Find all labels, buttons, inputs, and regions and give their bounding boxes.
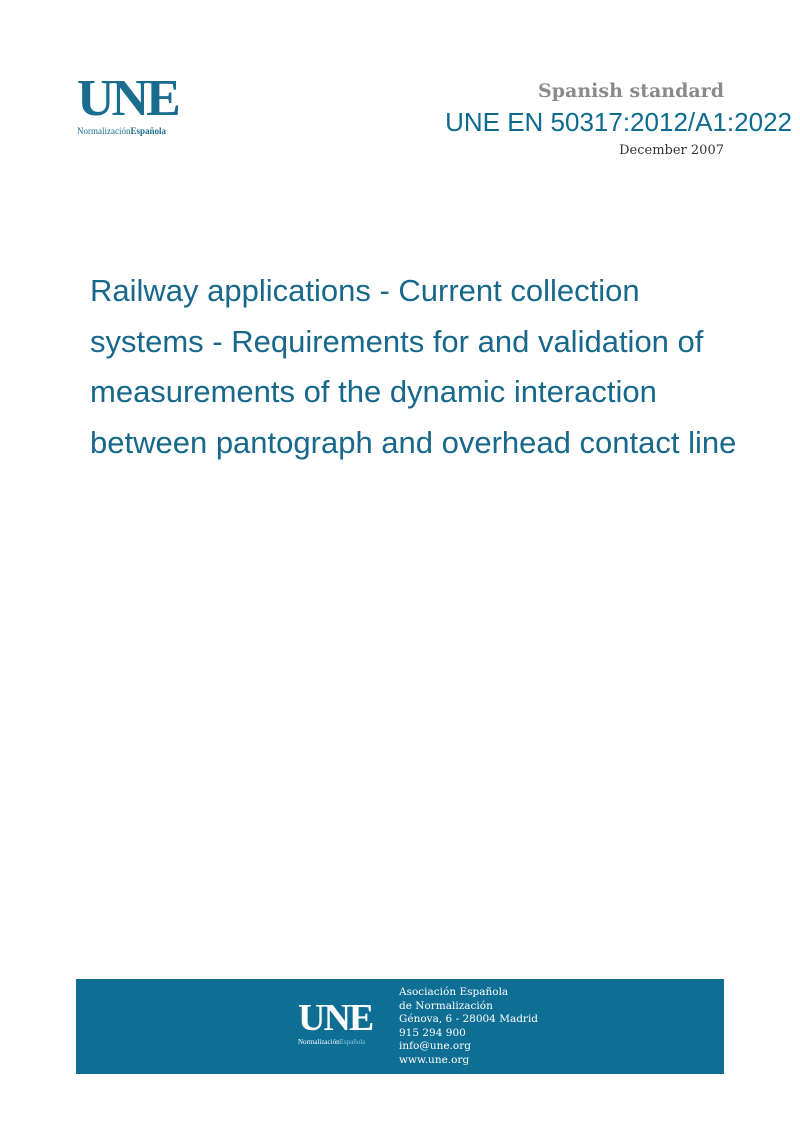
org-phone: 915 294 900 bbox=[399, 1026, 466, 1039]
logo-tagline bbox=[77, 126, 197, 136]
footer-logo-mark: UNE bbox=[298, 997, 373, 1039]
logo-tagline-strong: Española bbox=[130, 126, 167, 136]
footer-contact bbox=[399, 986, 538, 1067]
footer-logo-tagline-normal: Normalización bbox=[298, 1038, 340, 1046]
footer-logo-tagline-light: Española bbox=[339, 1038, 366, 1046]
une-logo bbox=[77, 70, 197, 136]
org-website-link[interactable]: www.une.org bbox=[399, 1053, 470, 1066]
standard-code: UNE EN 50317:2012/A1:2022 bbox=[445, 107, 792, 137]
footer-logo-tagline bbox=[298, 1038, 388, 1046]
org-email-link[interactable]: info@une.org bbox=[399, 1040, 471, 1052]
org-name-line2: de Normalización bbox=[399, 999, 493, 1012]
org-name-line1: Asociación Española bbox=[399, 986, 509, 998]
document-type: Spanish standard bbox=[538, 80, 724, 102]
logo-mark: UNE bbox=[77, 70, 178, 127]
document-type-block bbox=[538, 78, 724, 104]
footer-une-logo bbox=[298, 997, 388, 1046]
document-title: Railway applications - Current collection systems - Requirements for and validation of measurements of the dynamic interaction between pantograph and overhead contact line bbox=[90, 273, 737, 460]
footer-band bbox=[76, 979, 724, 1074]
logo-tagline-normal: Normalización bbox=[77, 126, 131, 136]
org-address: Génova, 6 - 28004 Madrid bbox=[399, 1013, 539, 1025]
edition-date: December 2007 bbox=[619, 143, 724, 158]
